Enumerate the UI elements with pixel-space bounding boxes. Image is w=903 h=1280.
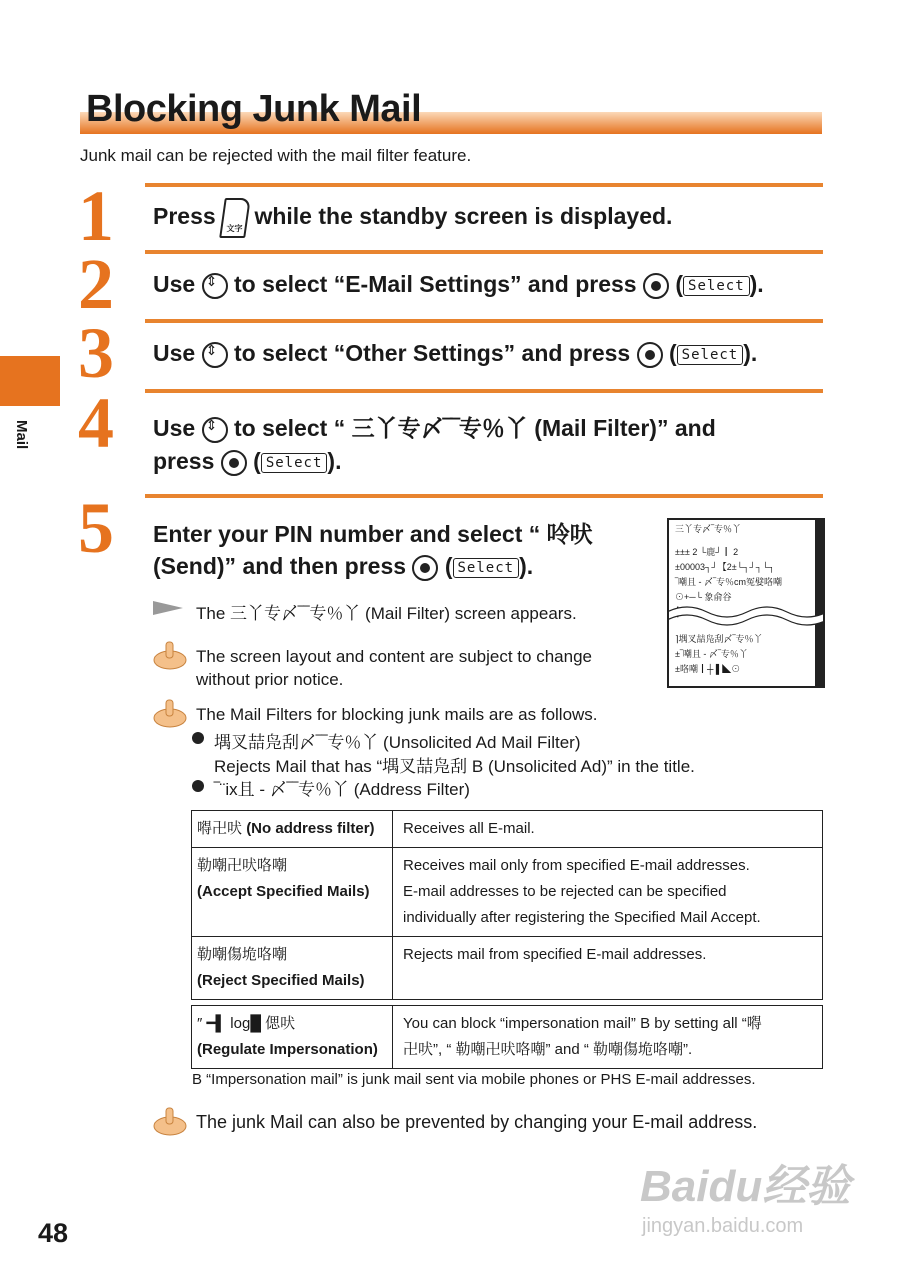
step-2-pre: Use — [153, 271, 196, 297]
label-en: (No address filter) — [246, 820, 375, 837]
chapter-tab — [0, 356, 60, 406]
table-cell-label — [192, 937, 393, 1000]
step-2-rule — [145, 250, 823, 254]
desc-line: Receives all E-mail. — [403, 820, 535, 837]
step-5-number: 5 — [78, 488, 114, 568]
step-1-pre: Press — [153, 203, 216, 230]
bullet2-text: ‾¨ix且 - 〆‾‾专％丫 (Address Filter) — [214, 780, 470, 799]
step-1-number: 1 — [78, 176, 114, 256]
arrow-note: The 三丫专〆‾‾专％丫 (Mail Filter) screen appears. — [196, 604, 577, 623]
label-jp: 勒嘲傷垝咯嘲 — [197, 946, 288, 963]
footnote: B “Impersonation mail” is junk mail sent via mobile phones or PHS E-mail addresses. — [192, 1071, 756, 1088]
chapter-label: Mail — [13, 420, 30, 450]
table-cell-label — [192, 1006, 393, 1069]
step-2-text: Use ⇕ to select “E-Mail Settings” and press ( Select ). — [153, 271, 764, 297]
filter-table — [191, 810, 823, 1000]
desc-line: individually after registering the Specified Mail Accept. — [403, 909, 761, 926]
step-4-post: ). — [327, 448, 342, 474]
desc-line: You can block “impersonation mail” B by setting all “嘚 — [403, 1015, 762, 1032]
hand-pointer-icon — [153, 640, 187, 675]
step-3-mid: to select “Other Settings” and press — [233, 340, 631, 366]
mini-line: ±‾嘲且 - 〆‾专％丫 — [675, 649, 748, 659]
step-2-mid: to select “E-Mail Settings” and press — [233, 271, 637, 297]
table-cell-label — [192, 848, 393, 937]
center-key-icon — [643, 273, 669, 299]
desc-line: Receives mail only from specified E-mail addresses. — [403, 857, 750, 874]
step-1-text — [153, 198, 672, 238]
step-4-mid: to select “ 三丫专〆‾‾专％丫 (Mail Filter)” and — [233, 415, 716, 441]
step-1-rule — [145, 183, 823, 187]
mini-line: ⌉堣叉喆凫刮〆‾专％丫 — [675, 634, 763, 644]
bullet-icon — [192, 732, 204, 744]
step-3-pre: Use — [153, 340, 196, 366]
intro-text: Junk mail can be rejected with the mail filter feature. — [80, 146, 472, 165]
mini-line: ±±± 2 └鹿┘┃ 2 — [675, 547, 739, 557]
desc-line: E-mail addresses to be rejected can be specified — [403, 883, 727, 900]
step-1-post: while the standby screen is displayed. — [254, 203, 673, 230]
page-number: 48 — [38, 1218, 69, 1248]
table-cell-desc — [393, 848, 823, 937]
nav-key-icon: ⇕ — [202, 273, 228, 299]
label-en: (Reject Specified Mails) — [197, 972, 365, 989]
note1-line1: The screen layout and content are subject to change — [196, 647, 592, 666]
table-row — [192, 848, 823, 937]
table-cell-desc — [393, 1006, 823, 1069]
label-jp: ″ ━▌ log█ 偲吠 — [197, 1015, 296, 1032]
step-5-line2: (Send)” and then press — [153, 553, 407, 579]
step-4-text-line1 — [153, 410, 716, 443]
mini-line: ‾嘲且 - 〆‾专％cm冤嬖咯嘲 — [675, 577, 782, 587]
impersonation-table — [191, 1005, 823, 1069]
step-5-text-line1: Enter your PIN number and select “ 呤吠 — [153, 521, 593, 547]
bullet1-subtext: Rejects Mail that has “堣叉喆凫刮 B (Unsolicited Ad)” in the title. — [214, 757, 695, 776]
step-4-rule — [145, 389, 823, 393]
step-3-post: ). — [743, 340, 758, 366]
center-key-icon — [637, 342, 663, 368]
watermark-logo: Baidu经验 — [640, 1162, 851, 1211]
table-row — [192, 811, 823, 848]
mini-title: 三丫专〆‾专％丫 — [675, 524, 741, 534]
step-3-text: Use ⇕ to select “Other Settings” and press ( Select ). — [153, 340, 758, 366]
step-4-line2: press — [153, 448, 215, 474]
mail-key-sub: 文字 — [226, 224, 243, 233]
bullet1-text: 堣叉喆凫刮〆‾‾专％丫 (Unsolicited Ad Mail Filter) — [214, 733, 581, 752]
mini-line: ±咯嘲┃┼ ▌◣⊙ — [675, 664, 741, 674]
page-title: Blocking Junk Mail — [86, 88, 422, 130]
step-4-text-line2: press ( Select ). — [153, 448, 342, 474]
nav-key-icon: ⇕ — [202, 342, 228, 368]
select-softkey-icon: Select — [261, 453, 328, 473]
select-softkey-icon: Select — [683, 276, 750, 296]
desc-line: Rejects mail from specified E-mail addresses. — [403, 946, 707, 963]
label-en: (Regulate Impersonation) — [197, 1041, 378, 1058]
desc-line: 卍吠”, “ 勒嘲卍吠咯嘲” and “ 勒嘲傷垝咯嘲”. — [403, 1041, 693, 1058]
step-5-rule — [145, 494, 823, 498]
select-softkey-icon: Select — [453, 558, 520, 578]
step-4-pre: Use — [153, 415, 196, 441]
step-5-text-line2: (Send)” and then press ( Select ). — [153, 553, 534, 579]
nav-key-icon: ⇕ — [202, 417, 228, 443]
center-key-icon — [221, 450, 247, 476]
mini-line: ±00003┐┘【2±└┐┘┐└┐ — [675, 562, 775, 572]
table-cell-desc — [393, 937, 823, 1000]
center-key-icon — [412, 555, 438, 581]
bullet-icon — [192, 780, 204, 792]
table-row — [192, 937, 823, 1000]
label-jp: 勒嘲卍吠咯嘲 — [197, 857, 288, 874]
step-3-number: 3 — [78, 313, 114, 393]
watermark-url: jingyan.baidu.com — [642, 1215, 804, 1237]
final-note: The junk Mail can also be prevented by changing your E-mail address. — [196, 1112, 758, 1132]
step-2-number: 2 — [78, 244, 114, 324]
step-5-post: ). — [519, 553, 534, 579]
label-en: (Accept Specified Mails) — [197, 883, 370, 900]
phone-screen-thumbnail — [667, 518, 825, 688]
table-row — [192, 1006, 823, 1069]
arrow-icon — [153, 601, 183, 615]
label-jp: 嘚卍吠 — [197, 820, 243, 837]
note1-line2: without prior notice. — [196, 670, 344, 689]
step-2-post: ). — [749, 271, 764, 297]
note2: The Mail Filters for blocking junk mails are as follows. — [196, 705, 598, 724]
table-cell-desc — [393, 811, 823, 848]
mail-key-icon — [219, 198, 251, 238]
step-4-number: 4 — [78, 383, 114, 463]
table-cell-label — [192, 811, 393, 848]
hand-pointer-icon — [153, 1106, 187, 1141]
hand-pointer-icon — [153, 698, 187, 733]
step-3-rule — [145, 319, 823, 323]
break-wave-icon — [667, 602, 825, 628]
mini-line: ⊙+─└ 象俞谷 — [675, 592, 732, 602]
select-softkey-icon: Select — [677, 345, 744, 365]
